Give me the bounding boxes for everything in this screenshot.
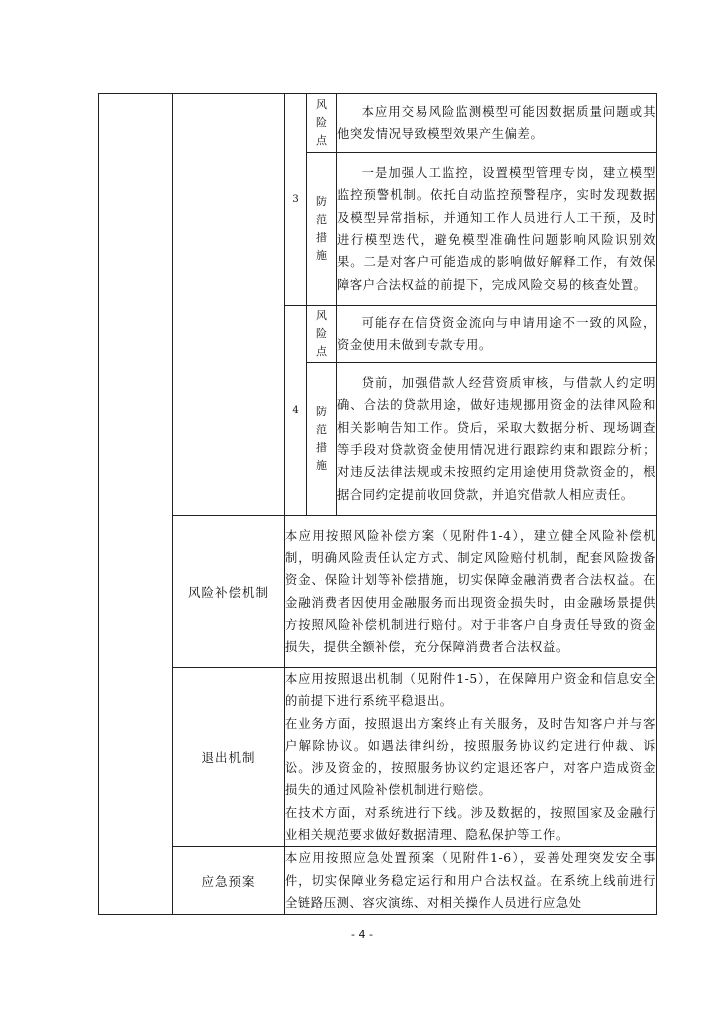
page-number: - 4 -	[351, 928, 373, 941]
measures-text: 贷前，加强借款人经营资质审核，与借款人约定明确、合法的贷款用途，做好违规挪用资金的法律风险和相关影响告知工作。贷后，采取大数据分析、现场调查等手段对贷款资金使用情况进行跟踪约束和跟踪分析；对违反法律法规或未按照约定用途使用贷款资金的，根据合同约定提前收回贷款，并追究借款人相应责任。	[337, 363, 657, 516]
compensation-text: 本应用按照风险补偿方案（见附件1-4），建立健全风险补偿机制，明确风险责任认定方式、制定风险赔付机制，配套风险拨备资金、保险计划等补偿措施，切实保障金融消费者合法权益。在金融消费者因使用金融服务而出现资金损失时，由金融场景提供方按照风险补偿机制进行赔付。对于非客户自身责任导致的资金损失，提供全额补偿，充分保障消费者合法权益。	[285, 516, 657, 668]
risk-table	[98, 93, 657, 915]
measures-label: 防 范 措 施	[307, 363, 337, 516]
item-number: 4	[285, 306, 307, 516]
empty-category-cell	[99, 94, 173, 915]
emergency-text: 本应用按照应急处置预案（见附件1-6），妥善处理突发安全事件，切实保障业务稳定运行和用户合法权益。在系统上线前进行全链路压测、容灾演练、对相关操作人员进行应急处	[285, 847, 657, 915]
measures-text: 一是加强人工监控，设置模型管理专岗，建立模型监控预警机制。依托自动监控预警程序，实时发现数据及模型异常指标，并通知工作人员进行人工干预，及时进行模型迭代，避免模型准确性问题影响风险识别效果。二是对客户可能造成的影响做好解释工作，有效保障客户合法权益的前提下，完成风险交易的核查处置。	[337, 153, 657, 306]
section-label-emergency: 应急预案	[173, 847, 285, 915]
section-label-compensation: 风险补偿机制	[173, 516, 285, 668]
table-row	[99, 847, 657, 915]
table-row	[99, 516, 657, 668]
risk-point-text: 可能存在信贷资金流向与申请用途不一致的风险，资金使用未做到专款专用。	[337, 306, 657, 363]
table-row	[99, 668, 657, 847]
item-number: 3	[285, 94, 307, 306]
section-label-exit: 退出机制	[173, 668, 285, 847]
risk-point-label: 风 险 点	[307, 94, 337, 153]
measures-label: 防 范 措 施	[307, 153, 337, 306]
risk-point-label: 风 险 点	[307, 306, 337, 363]
risk-point-text: 本应用交易风险监测模型可能因数据质量问题或其他突发情况导致模型效果产生偏差。	[337, 94, 657, 153]
empty-subcategory-cell	[173, 94, 285, 516]
table-row	[99, 94, 657, 153]
exit-text: 本应用按照退出机制（见附件1-5），在保障用户资金和信息安全的前提下进行系统平稳退出。 在业务方面，按照退出方案终止有关服务，及时告知客户并与客户解除协议。如遇法律纠纷，按照服务协议约定进行仲裁、诉讼。涉及资金的，按照服务协议约定退还客户，对客户造成资金损失的通过风险补偿机制进行赔偿。 在技术方面，对系统进行下线。涉及数据的，按照国家及金融行业相关规范要求做好数据清理、隐私保护等工作。	[285, 668, 657, 847]
